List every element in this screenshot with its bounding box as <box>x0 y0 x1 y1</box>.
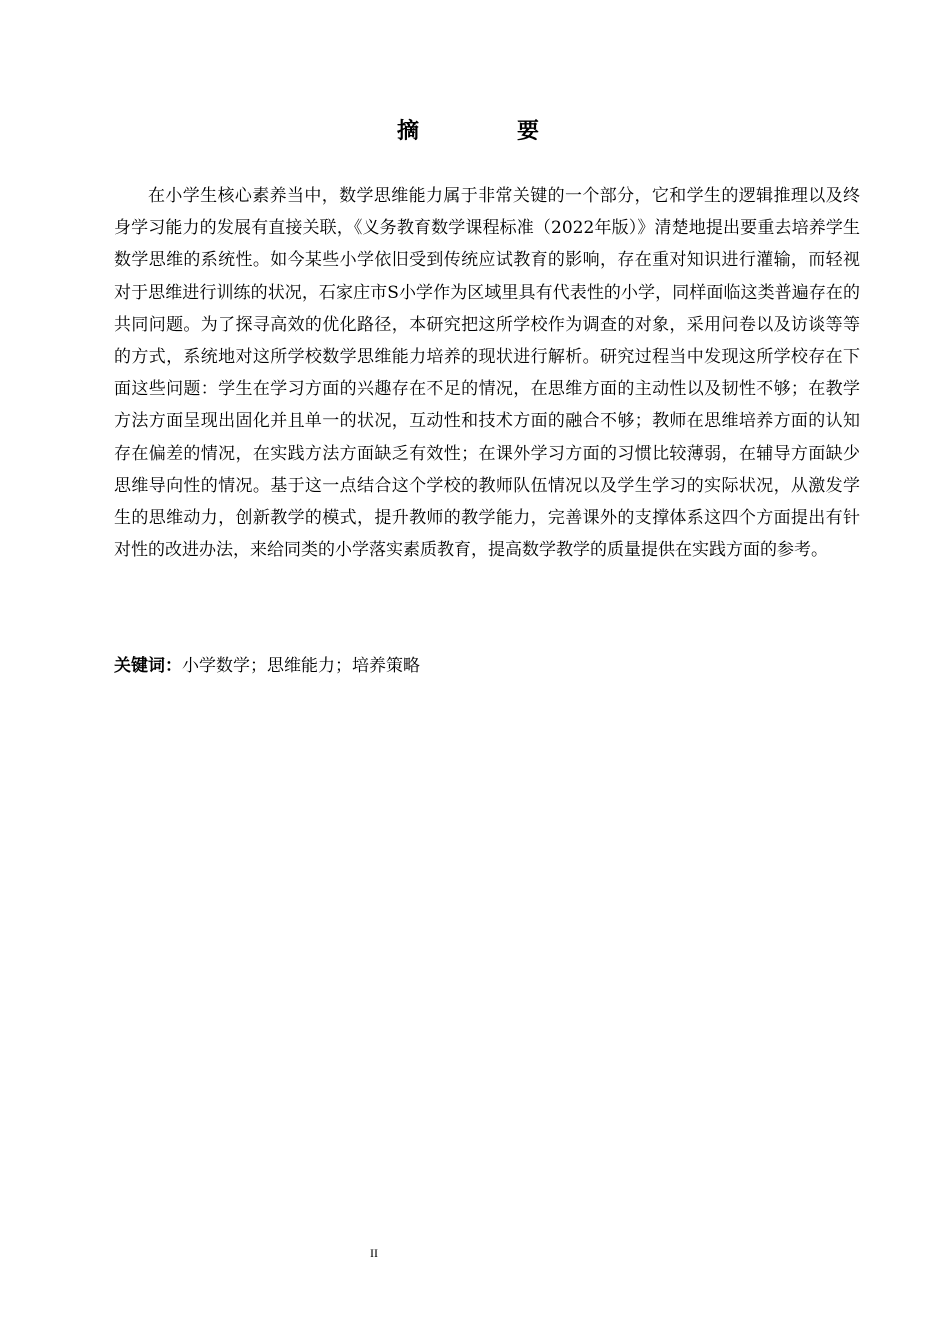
keywords-text: 小学数学；思维能力；培养策略 <box>182 656 420 676</box>
abstract-title: 摘 要 <box>396 119 577 144</box>
page-number: II <box>370 1246 378 1260</box>
abstract-paragraph: 在小学生核心素养当中，数学思维能力属于非常关键的一个部分，它和学生的逻辑推理以及终身学习能力的发展有直接关联，《义务教育数学课程标准（2022年版）》清楚地提出要重去培养学生数学思维的系统性。如今某些小学依旧受到传统应试教育的影响，存在重对知识进行灌输，而轻视对于思维进行训练的状况，石家庄市S小学作为区域里具有代表性的小学，同样面临这类普遍存在的共同问题。为了探寻高效的优化路径，本研究把这所学校作为调查的对象，采用问卷以及访谈等等的方式，系统地对这所学校数学思维能力培养的现状进行解析。研究过程当中发现这所学校存在下面这些问题：学生在学习方面的兴趣存在不足的情况，在思维方面的主动性以及韧性不够；在教学方法方面呈现出固化并且单一的状况，互动性和技术方面的融合不够；教师在思维培养方面的认知存在偏差的情况，在实践方法方面缺乏有效性；在课外学习方面的习惯比较薄弱，在辅导方面缺少思维导向性的情况。基于这一点结合这个学校的教师队伍情况以及学生学习的实际状况，从激发学生的思维动力，创新教学的模式，提升教师的教学能力，完善课外的支撑体系这四个方面提出有针对性的改进办法，来给同类的小学落实素质教育，提高数学教学的质量提供在实践方面的参考。 <box>114 186 860 561</box>
keywords-line <box>114 652 860 680</box>
keywords-label: 关键词： <box>114 656 182 676</box>
